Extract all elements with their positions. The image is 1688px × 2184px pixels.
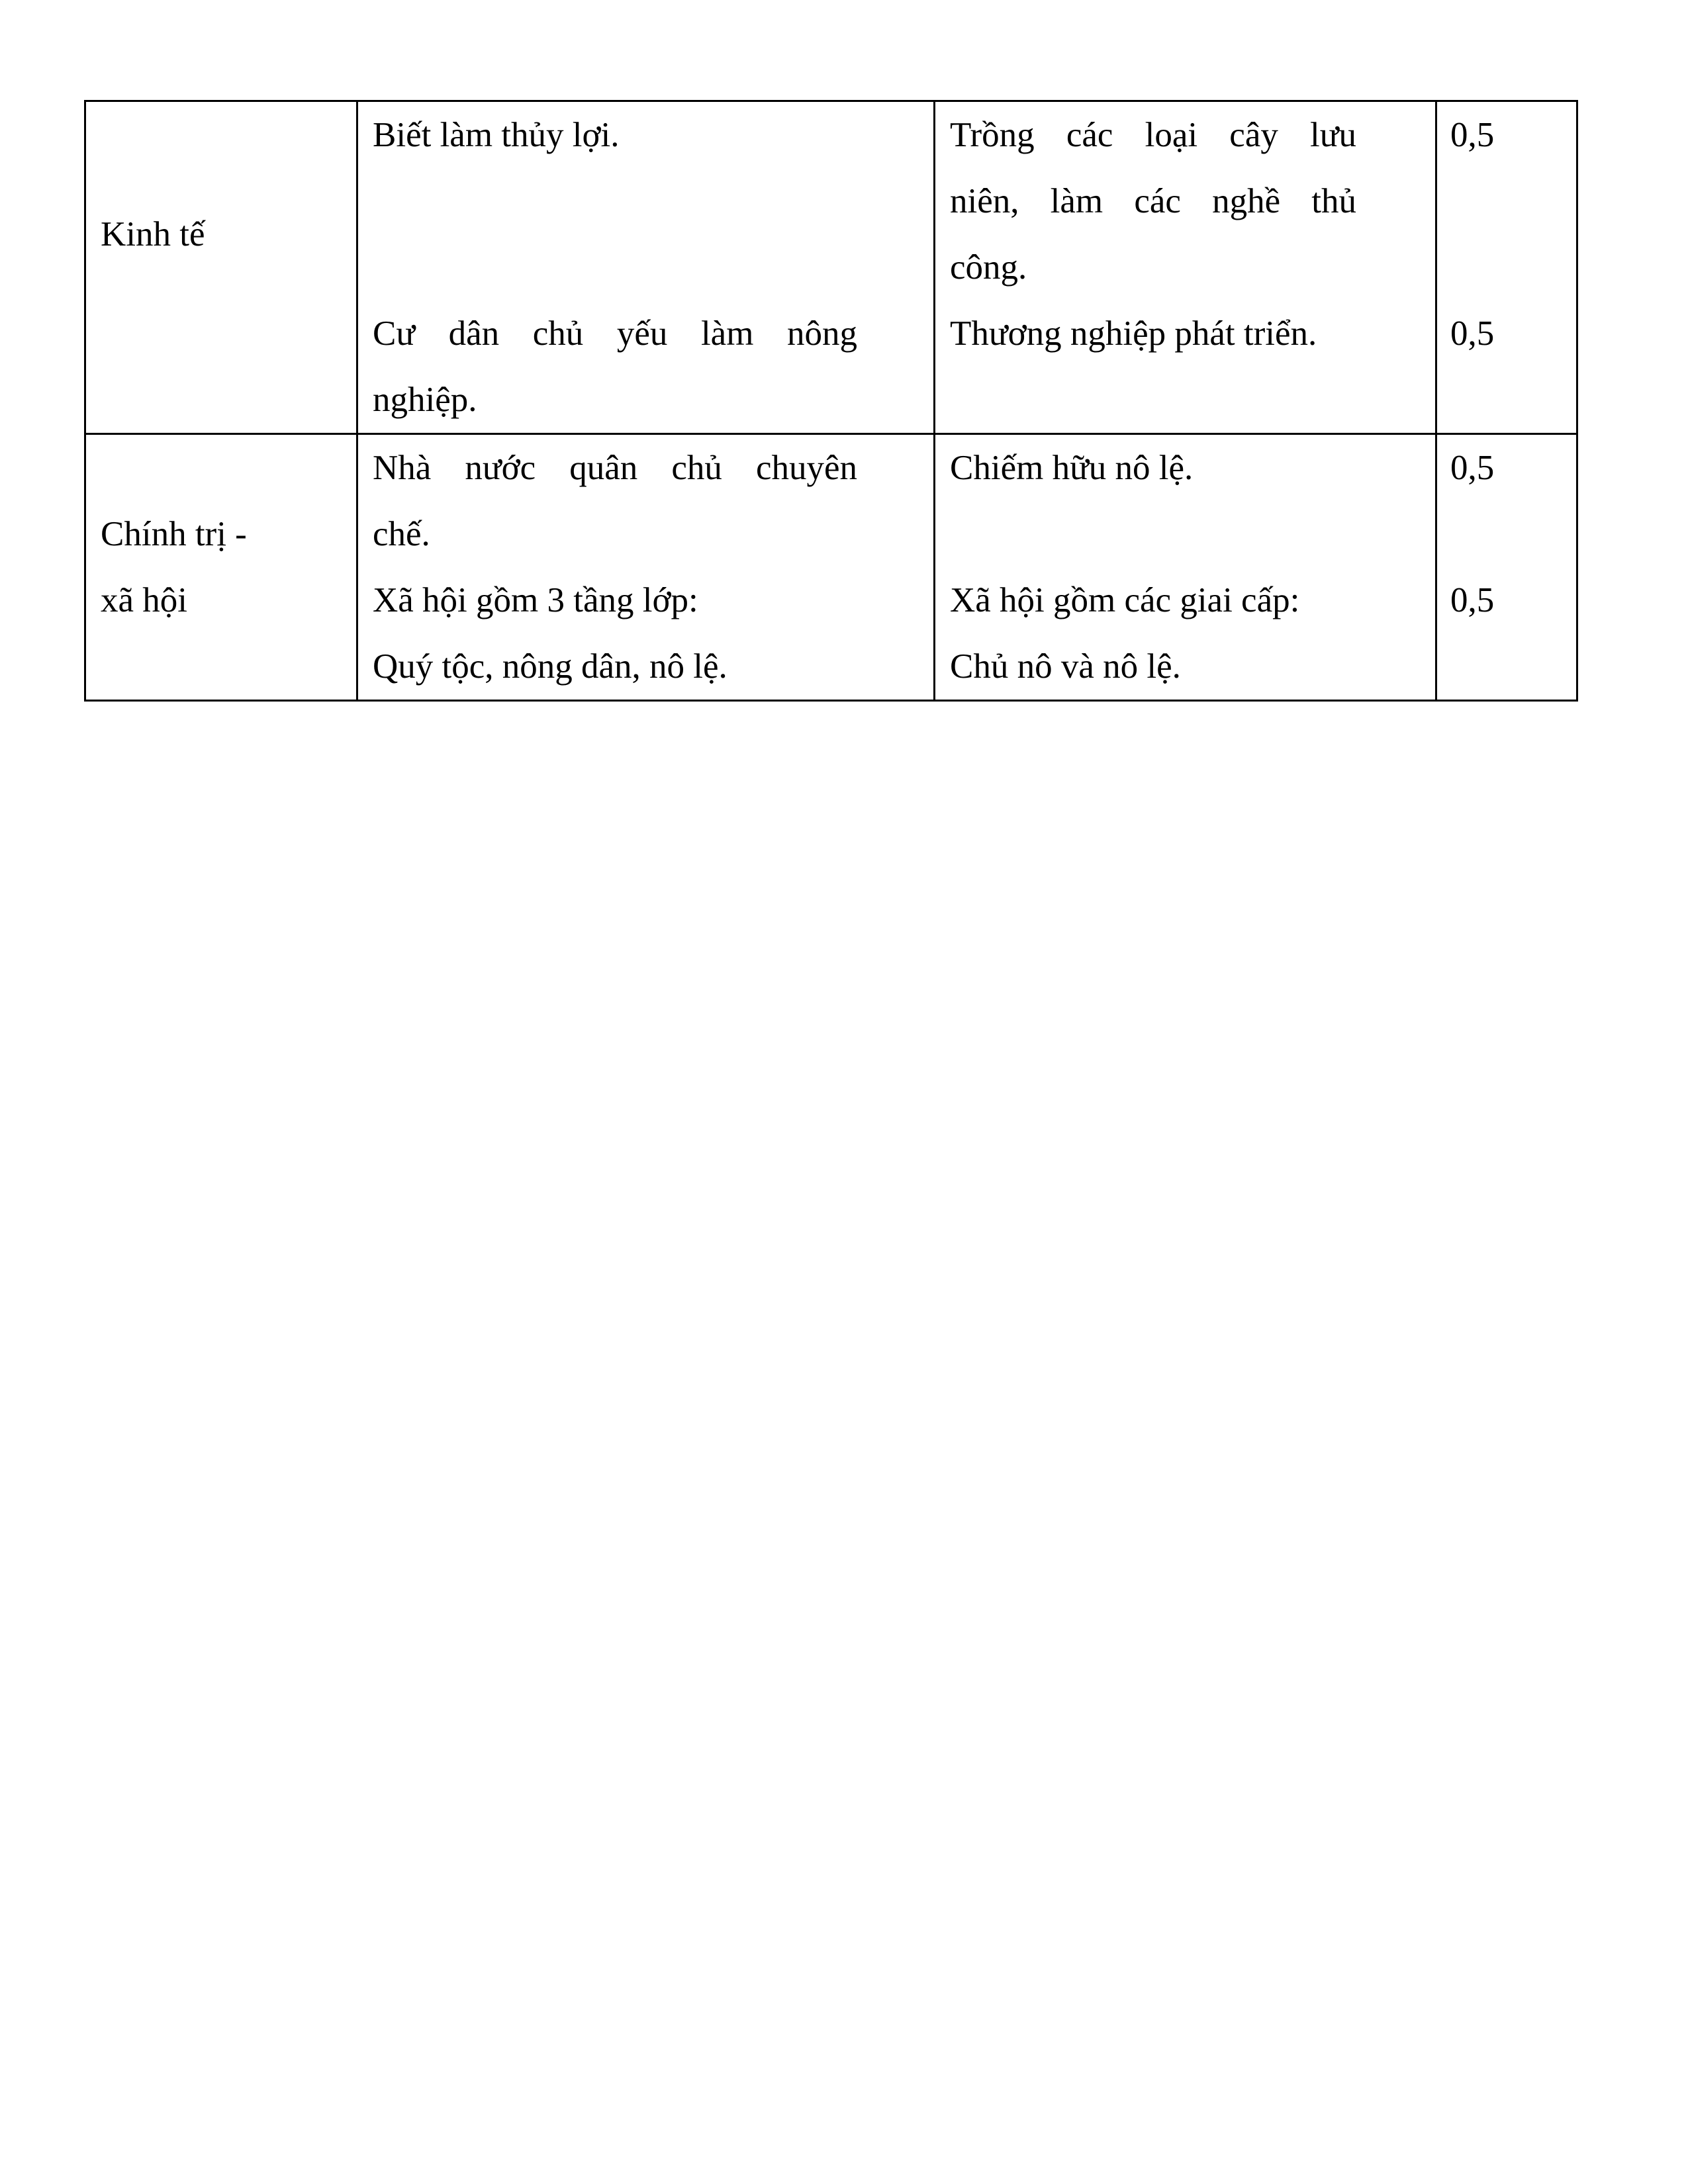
east-item: Xã hội gồm 3 tầng lớp: (373, 581, 698, 619)
score-cell (1436, 434, 1577, 701)
east-item: Biết làm thủy lợi. (373, 116, 620, 154)
west-cell (935, 101, 1436, 434)
score-value: 0,5 (1450, 314, 1495, 353)
comparison-table (84, 100, 1578, 702)
east-cell (357, 434, 935, 701)
score-value: 0,5 (1450, 449, 1495, 487)
east-item: nghiệp. (373, 381, 477, 419)
category-label: Chính trị - (101, 515, 247, 553)
table-row-kinh-te (85, 101, 1577, 434)
west-item: Chiếm hữu nô lệ. (950, 449, 1194, 487)
west-item: Trồng các loại cây lưu (950, 116, 1356, 154)
west-item: niên, làm các nghề thủ (950, 182, 1356, 220)
east-item: Nhà nước quân chủ chuyên (373, 449, 857, 487)
category-cell (85, 101, 357, 434)
table-row-chinh-tri (85, 434, 1577, 701)
west-cell (935, 434, 1436, 701)
category-label: xã hội (101, 581, 187, 619)
west-item: Thương nghiệp phát triển. (950, 314, 1317, 353)
west-item: công. (950, 248, 1027, 287)
east-item: chế. (373, 515, 430, 553)
score-value: 0,5 (1450, 581, 1495, 619)
east-item: Quý tộc, nông dân, nô lệ. (373, 647, 727, 686)
east-cell (357, 101, 935, 434)
east-item: Cư dân chủ yếu làm nông (373, 314, 857, 353)
west-item: Xã hội gồm các giai cấp: (950, 581, 1300, 619)
category-label: Kinh tế (101, 215, 205, 253)
west-item: Chủ nô và nô lệ. (950, 647, 1181, 686)
category-cell (85, 434, 357, 701)
score-cell (1436, 101, 1577, 434)
score-value: 0,5 (1450, 116, 1495, 154)
